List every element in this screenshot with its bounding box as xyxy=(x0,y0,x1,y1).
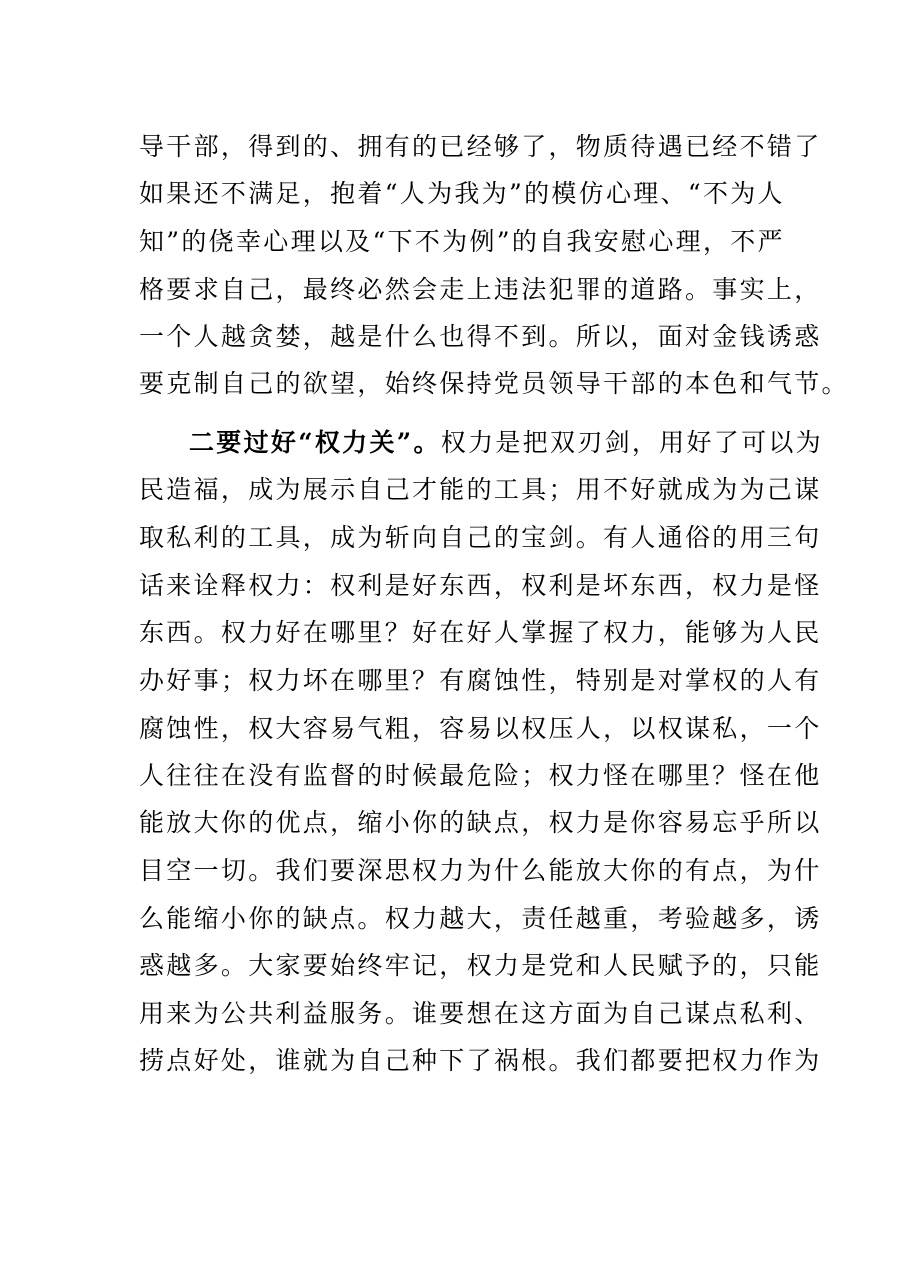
paragraph-2-line-8: 人往往在没有监督的时候最危险；权力怪在哪里？怪在他 xyxy=(139,761,822,790)
paragraph-2-line-6: 办好事；权力坏在哪里？有腐蚀性，特别是对掌权的人有 xyxy=(139,666,822,695)
paragraph-2-line-13: 用来为公共利益服务。谁要想在这方面为自己谋点私利、 xyxy=(139,999,822,1028)
paragraph-2-line-14: 捞点好处，谁就为自己种下了祸根。我们都要把权力作为 xyxy=(139,1046,822,1075)
paragraph-2-line-5: 东西。权力好在哪里？好在好人掌握了权力，能够为人民 xyxy=(139,618,822,647)
paragraph-1-line-2: 如果还不满足，抱着“人为我为”的模仿心理、“不为人 xyxy=(139,179,785,208)
paragraph-1-line-4: 格要求自己，最终必然会走上违法犯罪的道路。事实上， xyxy=(139,275,822,304)
paragraph-2-line-10: 目空一切。我们要深思权力为什么能放大你的有点，为什 xyxy=(139,856,822,885)
paragraph-1-line-6: 要克制自己的欲望，始终保持党员领导干部的本色和气节。 xyxy=(139,369,849,398)
paragraph-2-heading: 二要过好“权力关”。 xyxy=(189,428,441,457)
paragraph-1-line-1: 导干部，得到的、拥有的已经够了，物质待遇已经不错了 xyxy=(139,132,822,161)
paragraph-2-first-line-text: 权力是把双刃剑，用好了可以为 xyxy=(440,428,823,457)
paragraph-2-line-7: 腐蚀性，权大容易气粗，容易以权压人，以权谋私，一个 xyxy=(139,714,822,743)
paragraph-1-line-5: 一个人越贪婪，越是什么也得不到。所以，面对金钱诱惑 xyxy=(139,322,822,351)
paragraph-2-line-4: 话来诠释权力：权利是好东西，权利是坏东西，权力是怪 xyxy=(139,571,822,600)
paragraph-2-first-line xyxy=(189,423,823,463)
paragraph-2-line-12: 惑越多。大家要始终牢记，权力是党和人民赋予的，只能 xyxy=(139,951,822,980)
paragraph-2-line-3: 取私利的工具，成为斩向自己的宝剑。有人通俗的用三句 xyxy=(139,523,822,552)
paragraph-2-line-9: 能放大你的优点，缩小你的缺点，权力是你容易忘乎所以 xyxy=(139,808,822,837)
paragraph-2-line-2: 民造福，成为展示自己才能的工具；用不好就成为为己谋 xyxy=(139,475,822,504)
paragraph-2-line-11: 么能缩小你的缺点。权力越大，责任越重，考验越多，诱 xyxy=(139,904,822,933)
paragraph-1-line-3: 知”的侥幸心理以及“下不为例”的自我安慰心理，不严 xyxy=(139,227,785,256)
